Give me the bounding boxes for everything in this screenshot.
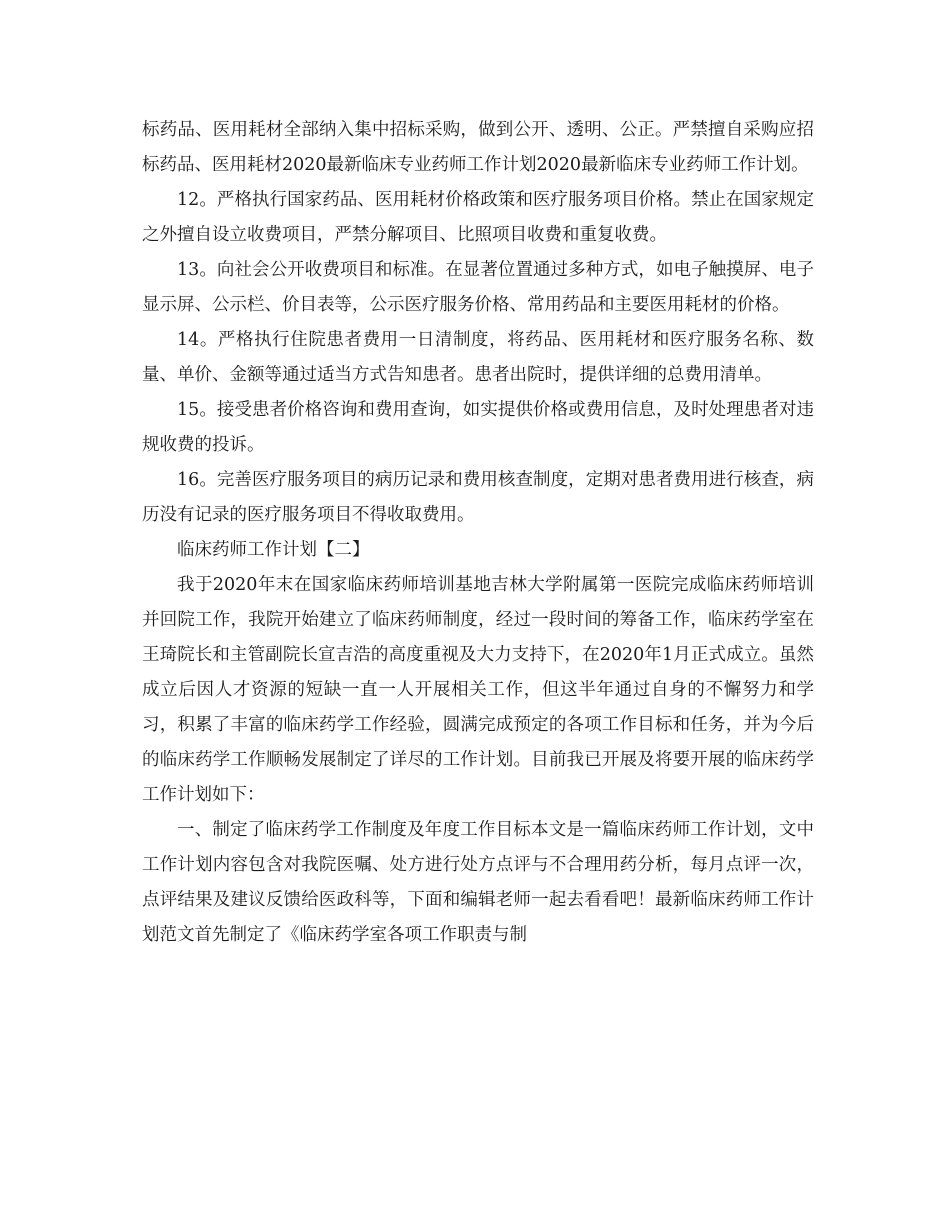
- paragraph-item-13: 13。向社会公开收费项目和标准。在显著位置通过多种方式，如电子触摸屏、电子显示屏、公示栏、价目表等，公示医疗服务价格、常用药品和主要医用耗材的价格。: [142, 260, 814, 315]
- document-body: [142, 113, 814, 953]
- paragraph-section-one: 一、制定了临床药学工作制度及年度工作目标本文是一篇临床药师工作计划，文中工作计划内容包含对我院医嘱、处方进行处方点评与不合理用药分析，每月点评一次，点评结果及建议反馈给医政科等，下面和编辑老师一起去看看吧！最新临床药师工作计划范文首先制定了《临床药学室各项工作职责与制: [142, 820, 814, 945]
- paragraph-item-16: 16。完善医疗服务项目的病历记录和费用核查制度，定期对患者费用进行核查，病历没有记录的医疗服务项目不得收取费用。: [142, 470, 814, 525]
- paragraph-item-15: 15。接受患者价格咨询和费用查询，如实提供价格或费用信息，及时处理患者对违规收费的投诉。: [142, 400, 814, 455]
- paragraph-intro: 我于2020年末在国家临床药师培训基地吉林大学附属第一医院完成临床药师培训并回院工作，我院开始建立了临床药师制度，经过一段时间的筹备工作，临床药学室在王琦院长和主管副院长宣吉浩的高度重视及大力支持下，在2020年1月正式成立。虽然成立后因人才资源的短缺一直一人开展相关工作，但这半年通过自身的不懈努力和学习，积累了丰富的临床药学工作经验，圆满完成预定的各项工作目标和任务，并为今后的临床药学工作顺畅发展制定了详尽的工作计划。目前我已开展及将要开展的临床药学工作计划如下：: [142, 575, 814, 805]
- section-heading: 临床药师工作计划【二】: [177, 540, 370, 560]
- paragraph-continued: 标药品、医用耗材全部纳入集中招标采购，做到公开、透明、公正。严禁擅自采购应招标药品、医用耗材2020最新临床专业药师工作计划2020最新临床专业药师工作计划。: [142, 120, 814, 175]
- paragraph-item-12: 12。严格执行国家药品、医用耗材价格政策和医疗服务项目价格。禁止在国家规定之外擅自设立收费项目，严禁分解项目、比照项目收费和重复收费。: [142, 190, 814, 245]
- paragraph-item-14: 14。严格执行住院患者费用一日清制度，将药品、医用耗材和医疗服务名称、数量、单价、金额等通过适当方式告知患者。患者出院时，提供详细的总费用清单。: [142, 330, 814, 385]
